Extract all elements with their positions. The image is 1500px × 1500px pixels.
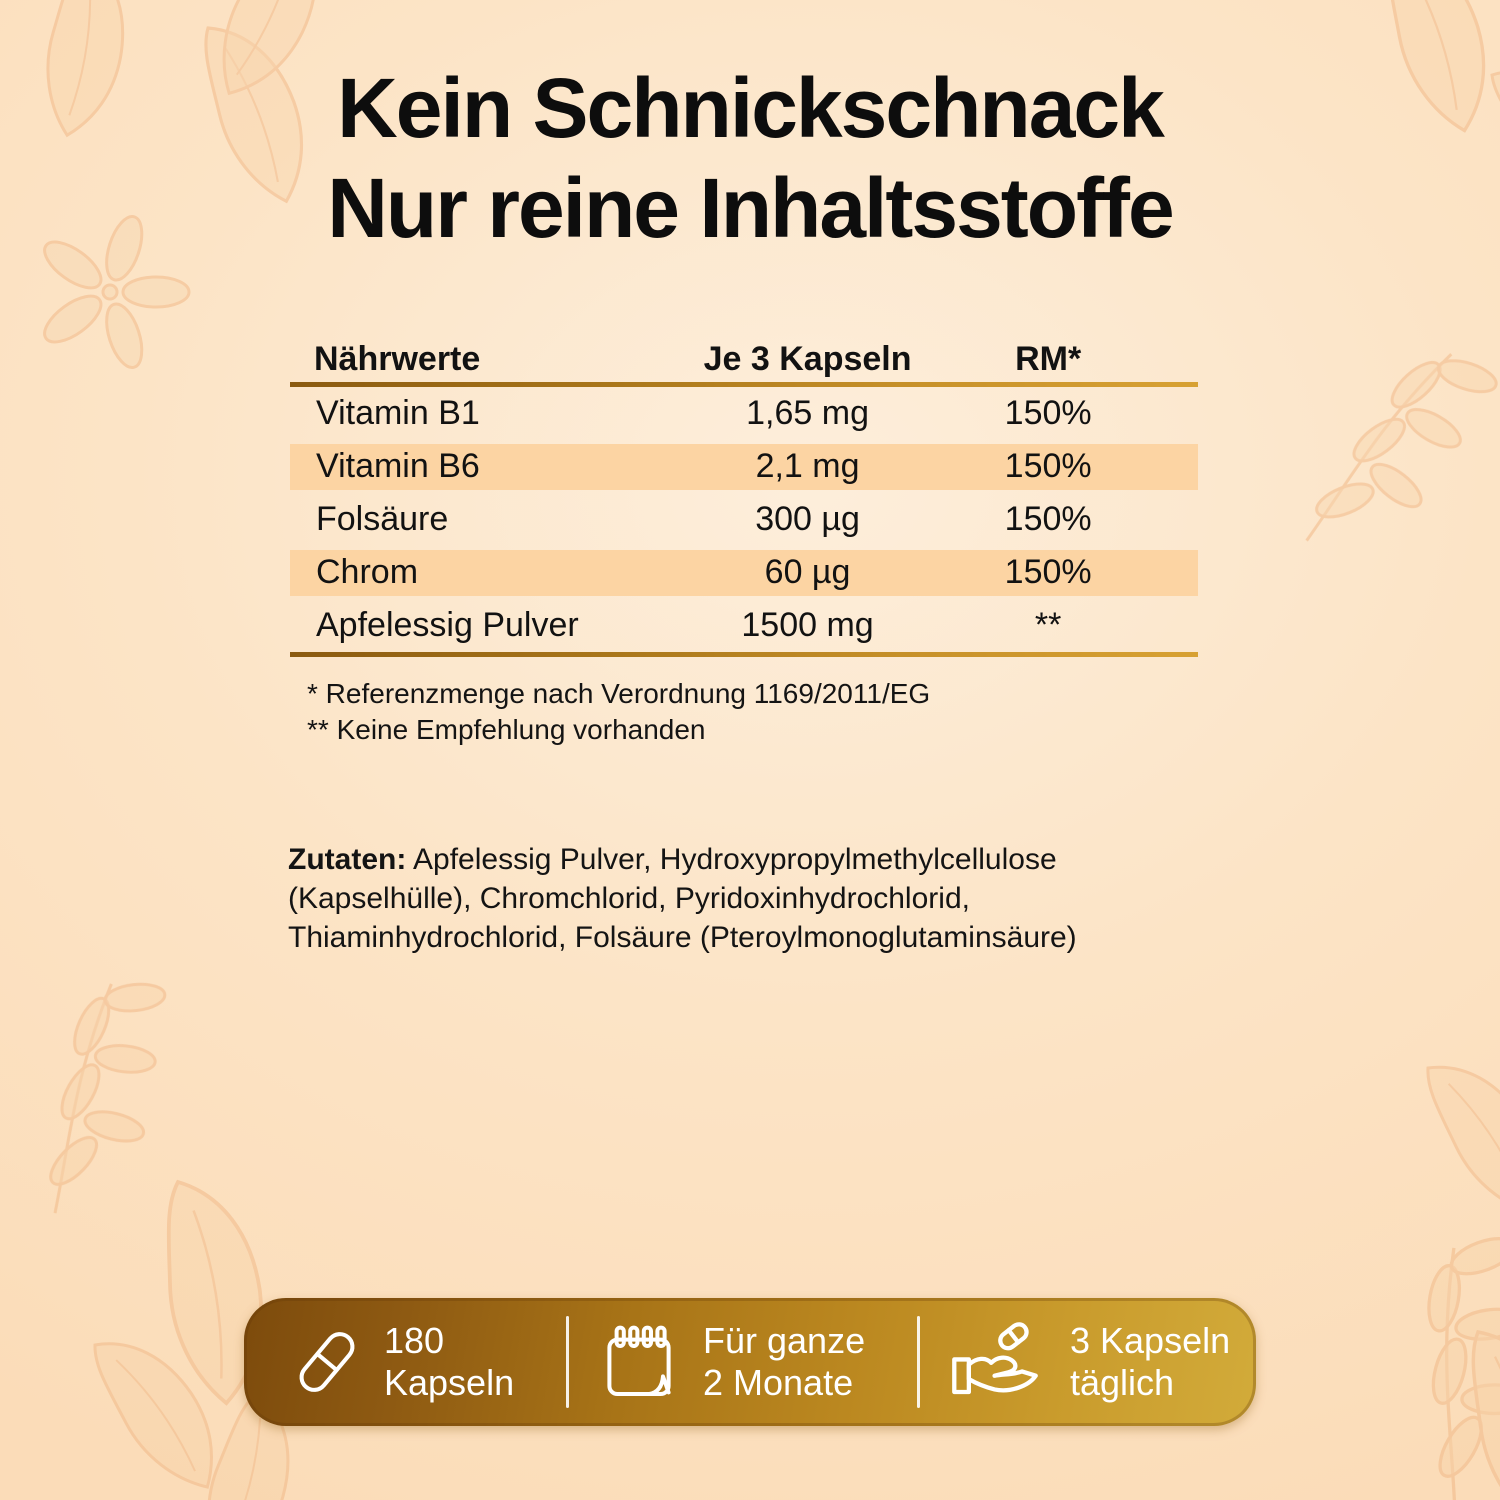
nutrient-name: Vitamin B1: [316, 394, 480, 432]
info-banner: [244, 1298, 1256, 1426]
table-header-row: [290, 336, 1198, 382]
nutrient-amount: 300 µg: [755, 500, 860, 538]
table-row: [290, 440, 1198, 493]
footnotes: [307, 676, 930, 748]
ingredients-text: Apfelessig Pulver, Hydroxypropylmethylcellulose (Kapselhülle), Chromchlorid, Pyridoxinhydrochlorid, Thiaminhydrochlorid, Folsäure (Pteroylmonoglutaminsäure): [288, 843, 1077, 954]
ingredients-label: Zutaten:: [288, 843, 407, 876]
table-row: [290, 493, 1198, 546]
hand-capsule-icon: [950, 1319, 1046, 1405]
nutrient-amount: 2,1 mg: [755, 447, 860, 485]
header-rm: RM*: [1015, 339, 1082, 378]
banner-text: Für ganze 2 Monate: [703, 1320, 866, 1403]
banner-item-duration: [569, 1317, 917, 1407]
calendar-icon: [599, 1317, 679, 1407]
nutrient-name: Chrom: [316, 553, 419, 591]
nutrient-rm: 150%: [1004, 447, 1092, 485]
header-je-3-kapseln: Je 3 Kapseln: [703, 339, 912, 378]
banner-item-capsule-count: [244, 1316, 566, 1408]
table-row: [290, 599, 1198, 652]
banner-text: 3 Kapseln täglich: [1070, 1320, 1231, 1403]
nutrient-amount: 1500 mg: [741, 606, 874, 644]
title-line-1: Kein Schnickschnack: [337, 61, 1163, 155]
page-title: [0, 58, 1500, 258]
banner-item-dosage: [920, 1319, 1256, 1405]
footnote-reference: * Referenzmenge nach Verordnung 1169/2011/EG: [307, 678, 931, 709]
nutrient-name: Folsäure: [316, 500, 449, 538]
table-row: [290, 387, 1198, 440]
header-naehrwerte: Nährwerte: [314, 339, 481, 378]
nutrient-name: Vitamin B6: [316, 447, 480, 485]
nutrient-amount: 60 µg: [764, 553, 851, 591]
nutrient-rm: 150%: [1004, 394, 1092, 432]
nutrient-name: Apfelessig Pulver: [316, 606, 579, 644]
nutrient-amount: 1,65 mg: [746, 394, 869, 432]
nutrient-rm: **: [1034, 606, 1062, 644]
nutrient-rm: 150%: [1004, 553, 1092, 591]
nutrition-table: [290, 336, 1198, 657]
capsule-icon: [290, 1316, 364, 1408]
ingredients-paragraph: [288, 840, 1100, 957]
title-line-2: Nur reine Inhaltsstoffe: [327, 161, 1173, 255]
table-row: [290, 546, 1198, 599]
table-rule-bottom: [290, 652, 1198, 657]
banner-text: 180 Kapseln: [384, 1320, 515, 1403]
footnote-no-recommendation: ** Keine Empfehlung vorhanden: [307, 714, 706, 745]
nutrient-rm: 150%: [1004, 500, 1092, 538]
